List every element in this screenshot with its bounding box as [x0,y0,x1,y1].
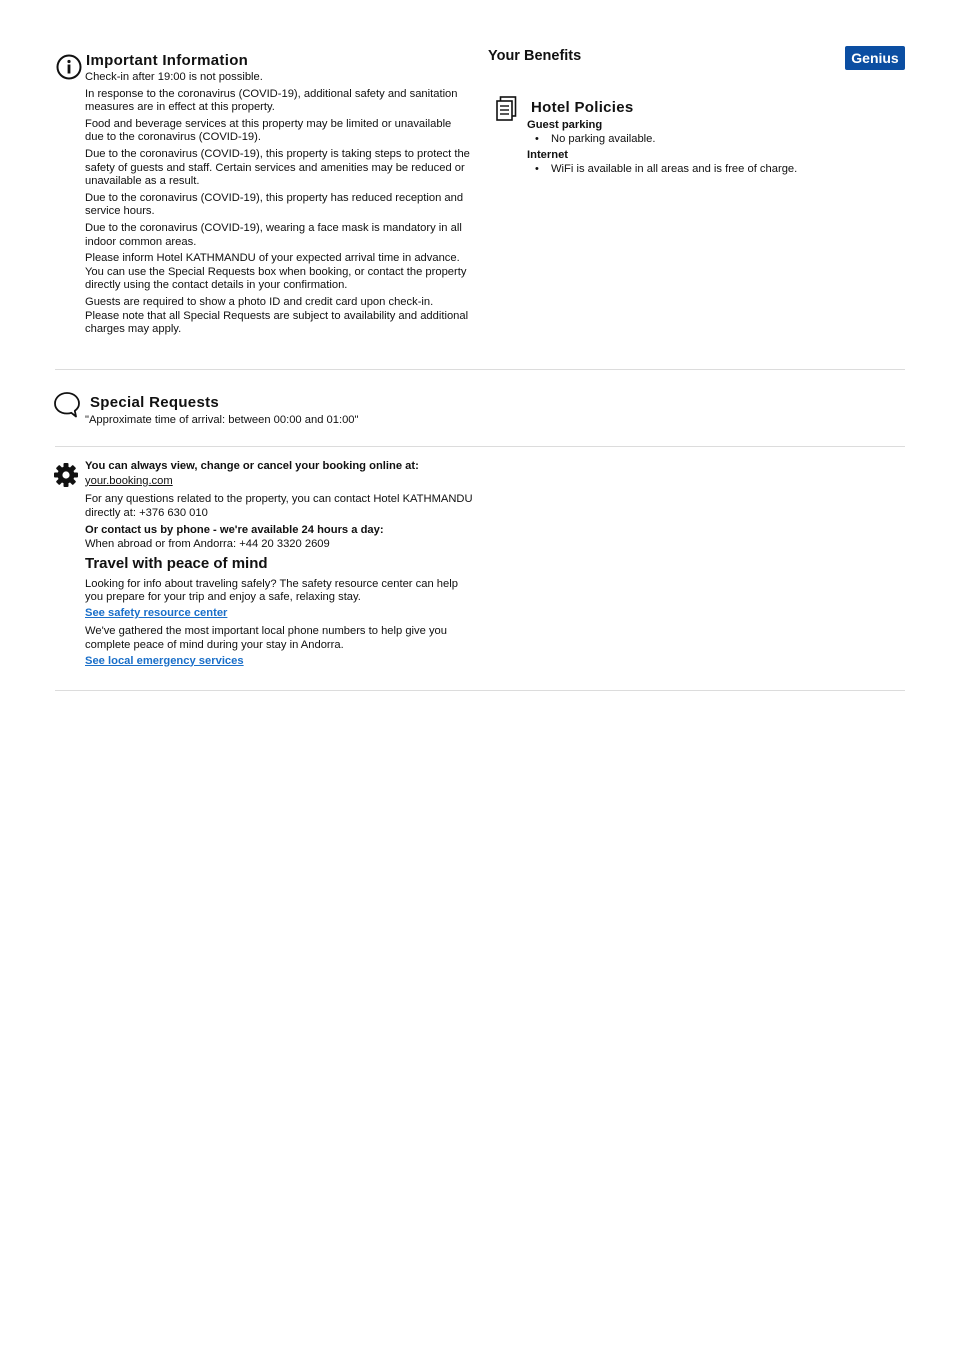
phone-text: When abroad or from Andorra: +44 20 3320 2609 [85,537,330,550]
safety-resource-link[interactable]: See safety resource center [85,606,228,619]
special-requests-title: Special Requests [90,394,220,411]
booking-link[interactable]: your.booking.com [85,474,173,487]
document-icon [496,96,520,127]
policy-item: • WiFi is available in all areas and is free of charge. [551,162,907,176]
info-paragraph: Due to the coronavirus (COVID-19), this property is taking steps to protect the safety of guests and staff. Certain services and amenities may be reduced or unavailable as a result. [85,147,470,188]
travel-text-2: We've gathered the most important local phone numbers to help give you complete peace of mind during your stay in Andorra. [85,625,448,651]
info-paragraph: Check-in after 19:00 is not possible. [85,71,263,83]
travel-title: Travel with peace of mind [85,554,268,572]
gear-icon [53,462,79,493]
info-paragraph: Due to the coronavirus (COVID-19), wearing a face mask is mandatory in all indoor common areas. [85,221,462,248]
divider [55,690,905,691]
important-info-title: Important Information [86,52,249,69]
hotel-policies-list [527,118,907,176]
phone-heading: Or contact us by phone - we're available 24 hours a day: [85,524,384,537]
hotel-policies-title: Hotel Policies [531,99,634,116]
manage-booking-block [85,460,475,671]
info-paragraph: Food and beverage services at this property may be limited or unavailable due to the coronavirus (COVID-19). [85,117,452,144]
divider [55,369,905,370]
contact-text: For any questions related to the property, you can contact Hotel KATHMANDU directly at: +376 630 010 [85,493,473,519]
policy-item: • No parking available. [551,132,907,146]
policy-heading-internet: Internet [527,149,569,161]
special-requests-text: "Approximate time of arrival: between 00:00 and 01:00" [85,414,359,426]
speech-bubble-icon [53,391,81,424]
important-info-body [85,71,470,340]
info-icon [56,54,82,85]
manage-heading: You can always view, change or cancel your booking online at: [85,460,419,472]
travel-text-1: Looking for info about traveling safely? The safety resource center can help you prepare for your trip and enjoy a safe, relaxing stay. [85,577,458,604]
info-paragraph: Due to the coronavirus (COVID-19), this property has reduced reception and service hours. [85,191,464,218]
divider [55,446,905,447]
policy-heading-parking: Guest parking [527,119,603,131]
emergency-services-link[interactable]: See local emergency services [85,654,244,667]
benefits-title: Your Benefits [488,48,582,64]
info-paragraph: Guests are required to show a photo ID and credit card upon check-in. Please note that all Special Requests are subject to availability and additional charges may apply. [85,295,469,336]
info-paragraph: In response to the coronavirus (COVID-19), additional safety and sanitation measures are in effect at this property. [85,87,458,114]
genius-badge: Genius [845,46,905,70]
info-paragraph: Please inform Hotel KATHMANDU of your expected arrival time in advance. You can use the Special Requests box when booking, or contact the property directly using the contact details in your confirmation. [85,252,467,292]
